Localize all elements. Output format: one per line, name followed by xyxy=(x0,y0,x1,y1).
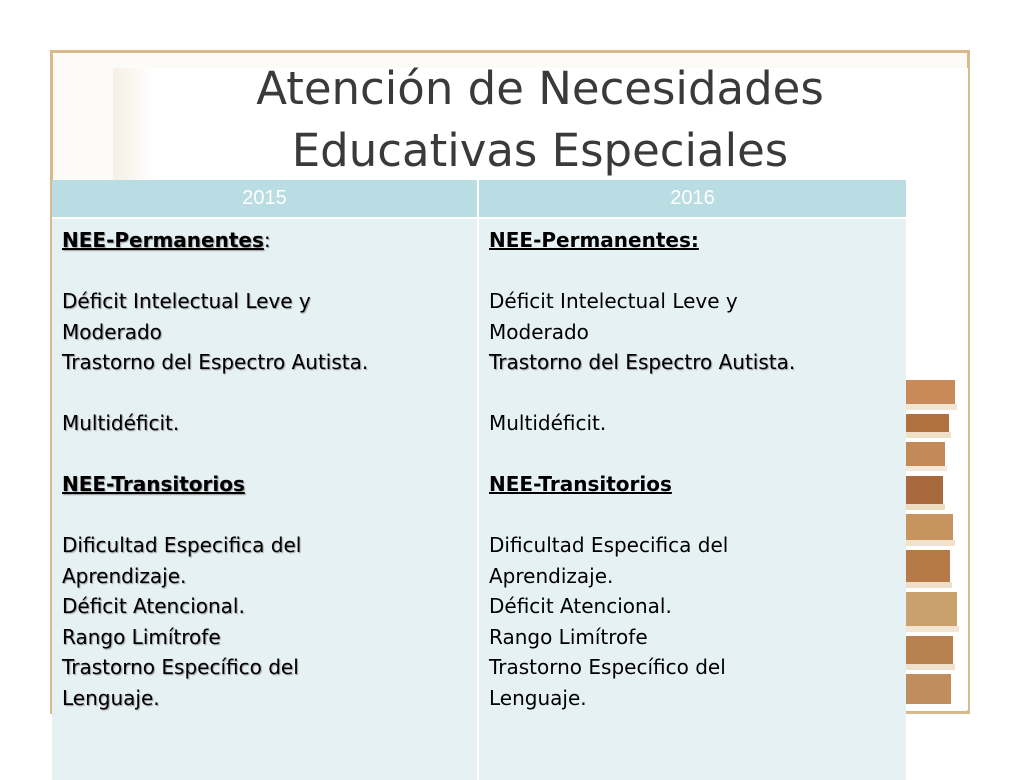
trans-item: Trastorno Específico del xyxy=(62,655,299,679)
trans-item: Lenguaje. xyxy=(489,685,587,710)
books-stack-image xyxy=(905,380,965,710)
title-line-1: Atención de Necesidades xyxy=(256,62,824,115)
trans-heading-2016: NEE-Transitorios xyxy=(489,472,672,496)
slide-title xyxy=(110,58,970,182)
perm-heading-2016: NEE-Permanentes: xyxy=(489,228,699,252)
perm-heading-2015: NEE-Permanentes: xyxy=(62,228,271,252)
header-2016: 2016 xyxy=(479,180,906,219)
cell-2015 xyxy=(52,219,477,780)
perm-item: Trastorno del Espectro Autista. xyxy=(62,350,369,374)
perm-item: Déficit Intelectual Leve y xyxy=(62,289,311,313)
comparison-table xyxy=(52,180,905,780)
multideficit-2016: Multidéficit. xyxy=(489,411,607,435)
trans-item: Déficit Atencional. xyxy=(489,594,672,618)
trans-item: Dificultad Especifica del xyxy=(489,533,729,557)
trans-item: Aprendizaje. xyxy=(62,563,187,588)
trans-item: Lenguaje. xyxy=(62,685,160,710)
perm-item: Moderado xyxy=(489,319,589,344)
trans-item: Dificultad Especifica del xyxy=(62,533,302,557)
trans-item: Trastorno Específico del xyxy=(489,655,726,679)
title-line-2: Educativas Especiales xyxy=(291,124,789,177)
perm-item: Déficit Intelectual Leve y xyxy=(489,289,738,313)
perm-item: Moderado xyxy=(62,319,162,344)
header-2015: 2015 xyxy=(52,180,477,219)
multideficit-2015: Multidéficit. xyxy=(62,411,180,435)
trans-item: Rango Limítrofe xyxy=(62,624,221,649)
perm-item: Trastorno del Espectro Autista. xyxy=(489,350,796,374)
trans-item: Aprendizaje. xyxy=(489,563,614,588)
cell-2016 xyxy=(479,219,906,780)
trans-heading-2015: NEE-Transitorios xyxy=(62,472,245,496)
trans-item: Rango Limítrofe xyxy=(489,624,648,649)
trans-item: Déficit Atencional. xyxy=(62,594,245,618)
